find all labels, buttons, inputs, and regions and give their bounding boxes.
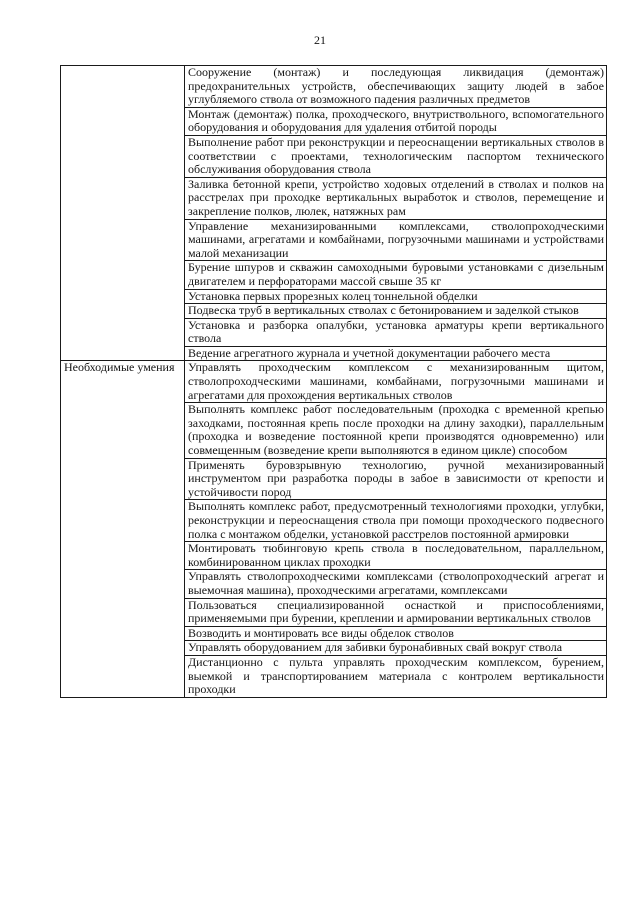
requirement-item bbox=[185, 403, 607, 458]
table-row bbox=[61, 66, 607, 108]
requirement-text: Установка и разборка опалубки, установка арматуры крепи вертикального ствола bbox=[188, 317, 604, 346]
requirement-text: Применять буровзрывную технологию, ручной механизированный инструментом при разработка породы в забое в зависимости от крепости и устойчивости пород bbox=[188, 457, 604, 499]
requirement-item bbox=[185, 598, 607, 626]
requirement-item bbox=[185, 219, 607, 261]
requirement-text: Возводить и монтировать все виды обделок стволов bbox=[188, 625, 454, 640]
requirement-text: Управлять проходческим комплексом с механизированным щитом, стволопроходческими машинами, комбайнами, погрузочными машинами и агрегатами для прохождения вертикальных стволов bbox=[188, 360, 604, 402]
requirement-text: Подвеска труб в вертикальных стволах с бетонированием и заделкой стыков bbox=[188, 303, 579, 318]
table-row bbox=[61, 361, 607, 403]
requirement-text: Управление механизированными комплексами, стволопроходческими машинами, агрегатами и комбайнами, погрузочными машинами и устройствами малой механизации bbox=[188, 218, 604, 260]
requirement-item bbox=[185, 542, 607, 570]
requirement-item bbox=[185, 261, 607, 289]
requirement-item bbox=[185, 346, 607, 361]
requirement-item bbox=[185, 177, 607, 219]
section-label: Необходимые умения bbox=[61, 361, 185, 697]
requirement-item bbox=[185, 458, 607, 500]
requirement-item bbox=[185, 626, 607, 641]
requirement-text: Монтировать тюбинговую крепь ствола в последовательном, параллельном, комбинированном циклах проходки bbox=[188, 541, 604, 569]
requirement-text: Управлять оборудованием для забивки буронабивных свай вокруг ствола bbox=[188, 640, 563, 655]
requirement-item bbox=[185, 655, 607, 697]
requirement-text: Дистанционно с пульта управлять проходческим комплексом, бурением, выемкой и транспортированием материала с контролем вертикальности проходки bbox=[188, 654, 604, 697]
requirement-item bbox=[185, 135, 607, 177]
page-number: 21 bbox=[314, 33, 326, 47]
requirement-item bbox=[185, 641, 607, 656]
requirement-text: Управлять стволопроходческими комплексами (стволопроходческий агрегат и выемочная машина), проходческими агрегатами, комплексами bbox=[188, 569, 604, 597]
requirement-item bbox=[185, 570, 607, 598]
requirement-item bbox=[185, 361, 607, 403]
table-body bbox=[61, 66, 607, 698]
requirement-item bbox=[185, 107, 607, 135]
requirement-item bbox=[185, 289, 607, 304]
requirement-text: Заливка бетонной крепи, устройство ходовых отделений в стволах и полков на расстрелах при проходке вертикальных выработок и стволов, перемещение и закрепление полков, люлек, натяжных рам bbox=[188, 176, 604, 218]
requirement-text: Выполнять комплекс работ, предусмотренный технологиями проходки, углубки, реконструкции и переоснащения ствола при помощи проходческого подвесного полка с монтажом обделки, установкой расстрелов постоянной армировки bbox=[188, 499, 604, 541]
requirement-text: Сооружение (монтаж) и последующая ликвидация (демонтаж) предохранительных устройств, обеспечивающих защиту людей в забое углубляемого ствола от возможного падения различных предметов bbox=[188, 65, 604, 107]
requirement-text: Выполнение работ при реконструкции и переоснащении вертикальных стволов в соответствии с проектами, технологическим паспортом технического обслуживания оборудования ствола bbox=[188, 134, 604, 177]
requirement-text: Установка первых прорезных колец тоннельной обделки bbox=[188, 288, 478, 303]
requirement-item bbox=[185, 66, 607, 108]
requirement-item bbox=[185, 318, 607, 346]
requirement-text: Бурение шпуров и скважин самоходными буровыми установками с дизельным двигателем и перфораторами массой свыше 35 кг bbox=[188, 260, 604, 288]
requirement-text: Монтаж (демонтаж) полка, проходческого, внутриствольного, вспомогательного оборудования и оборудования для удаления отбитой породы bbox=[188, 106, 604, 135]
requirement-text: Пользоваться специализированной оснасткой и приспособлениями, применяемыми при бурении, креплении и армировании вертикальных стволов bbox=[188, 597, 604, 626]
requirement-text: Выполнять комплекс работ последовательным (проходка с временной крепью заходками, постоянная крепь после проходки на длину заходки), параллельным (проходка и возведение постоянной крепи производятся одновременно) или совмещенным (возведение крепи выполняются в едином цикле) способом bbox=[188, 402, 604, 458]
requirements-table bbox=[60, 65, 607, 698]
requirement-item bbox=[185, 304, 607, 319]
section-label bbox=[61, 66, 185, 361]
requirement-item bbox=[185, 500, 607, 542]
requirement-text: Ведение агрегатного журнала и учетной документации рабочего места bbox=[188, 345, 551, 360]
